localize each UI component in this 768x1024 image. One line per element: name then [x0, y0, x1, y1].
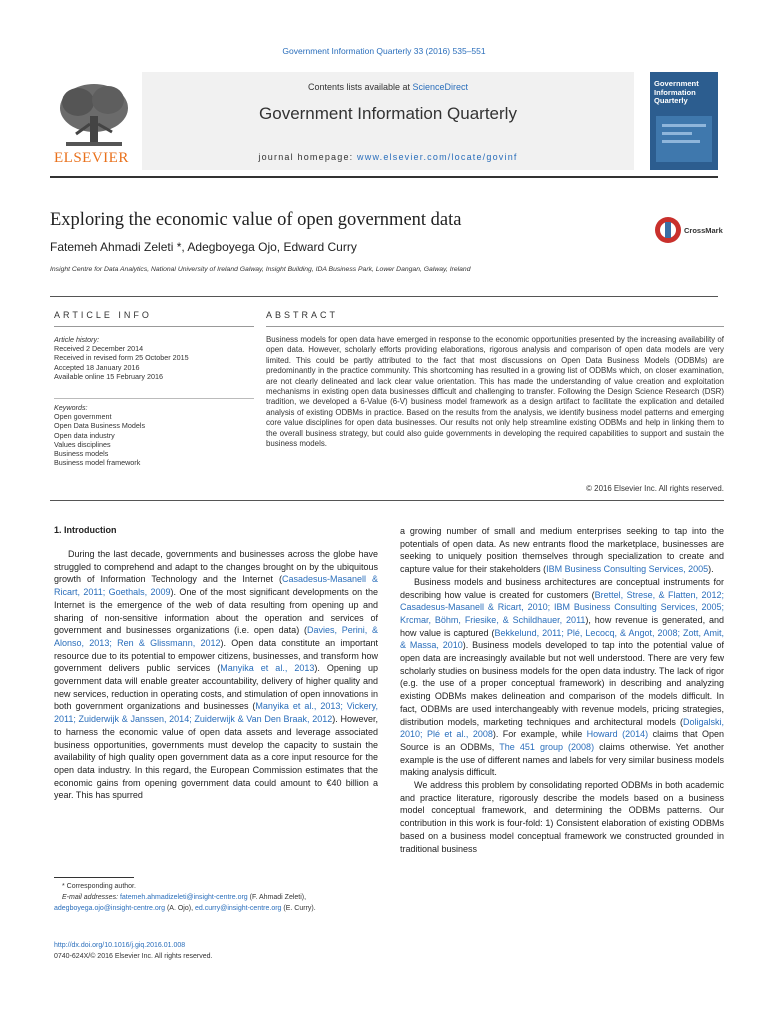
history-item: Available online 15 February 2016 — [54, 371, 163, 381]
email-owner: (F. Ahmadi Zeleti), — [247, 894, 307, 901]
text-run: ). However, to harness the economic value of open data assets and leverage associated business opportunities, governments must develop the capacity to sustain the availability of high quality open government data as a core input resource for the open data industry. In this regard, the European Commission estimates that the economic gains from opening government data could amount to €40 billion a year. This has spurred — [54, 714, 378, 801]
doi-link[interactable]: http://dx.doi.org/10.1016/j.giq.2016.01.008 — [54, 942, 186, 949]
citation-link[interactable]: Manyika et al., 2013; Vickery, 2011; Zuiderwijk & Janssen, 2014; Zuiderwijk & Van Den Braak, 2012 — [54, 701, 378, 725]
journal-citation[interactable]: Government Information Quarterly 33 (2016) 535–551 — [282, 46, 486, 56]
crossmark-icon — [654, 216, 682, 244]
article-history — [54, 335, 254, 381]
keyword-item: Open data industry — [54, 430, 115, 440]
email-addresses-cont — [54, 903, 384, 914]
article-info-heading: ARTICLE INFO — [54, 310, 152, 320]
abstract-text: Business models for open data have emerged in response to the economic opportunities presented by the increasing availability of open data. However, scholarly efforts providing elaborations, rigorous analysis and comparison of open data models are very limited. This could be partly attributed to the fact that most discussions on Open Data Business Models (ODBMs) are predominantly in the practice community. This shortcoming has resulted in a growing list of ODBMs which, on closer examination, are not clearly delineated and lack clear value orientation. This has made the understanding of value creation and exploitation mechanisms in existing open data businesses difficult and challenging to transfer. Following the Design Science Research (DSR) tradition, we developed a 6-Value (6-V) business model framework as a design artifact to facilitate the explication and detailed analysis of existing ODBMs in practice. Based on the results from the analysis, we identify business model patterns and emerging core value disciplines for open data businesses. Our results not only help streamline existing ODBMs and help in linking them to the overall business strategy, but could also guide governments in developing the required capabilities to support and sustain the business models. — [266, 335, 724, 449]
cover-graphic-icon — [656, 116, 712, 162]
paragraph — [400, 576, 724, 779]
paragraph — [400, 525, 724, 576]
journal-name: Government Information Quarterly — [259, 104, 517, 123]
citation-link[interactable]: Manyika et al., 2013 — [220, 663, 315, 674]
text-run: ). Open data constitute an important resource due to its potential to empower citizens, businesses, and transform how government delivers public services ( — [54, 637, 378, 674]
text-run: ). For example, while — [492, 729, 587, 740]
text-run: We address this problem by consolidating reported ODBMs in both academic and practice literature, rigorously describe the models based on a business model conceptual framework, and determining the ODBMs patterns. Our contribution in this work is four-fold: 1) Consistent elaboration of existing ODBMs based on a business model conceptual framework we constructed grounded in traditional business — [400, 780, 724, 854]
citation-link[interactable]: Brettel, Strese, & Flatten, 2012; Casadesus-Masanell & Ricart, 2010; IBM Business Consulting Services, 2005; Krcmar, Böhm, Friesike, & Schildhauer, 2011 — [400, 589, 724, 625]
text-run: ). Business models developed to tap into the potential value of open data are increasingly available but not well understood. There are very few scholarly studies on business models for the open data industry. The lack of rigor (e.g. the use of a proper conceptual framework) in describing and analyzing existing ODBMs makes delineation and comparison of the models difficult. In fact, ODBMs are used interchangeably with revenue models, pricing strategies, distribution models, marketing techniques and architectural models ( — [400, 640, 724, 727]
sciencedirect-link[interactable]: ScienceDirect — [412, 82, 469, 92]
footnote-rule — [54, 877, 134, 878]
email-owner: (A. Ojo), — [165, 905, 195, 912]
doi-block — [54, 940, 212, 962]
history-item: Accepted 18 January 2016 — [54, 362, 140, 372]
keywords-label: Keywords: — [54, 403, 88, 412]
footnote — [54, 881, 384, 914]
citation-link[interactable]: Howard (2014) — [586, 729, 649, 740]
abstract-rule — [266, 326, 724, 327]
citation-link[interactable]: Doligalski, 2010; Plé et al., 2008 — [400, 716, 724, 740]
authors: Fatemeh Ahmadi Zeleti *, Adegboyega Ojo, Edward Curry — [50, 240, 357, 254]
keyword-item: Business model framework — [54, 458, 141, 468]
keywords — [54, 403, 254, 467]
history-rule — [54, 398, 254, 399]
body-column-right — [400, 525, 724, 855]
homepage-link[interactable]: www.elsevier.com/locate/govinf — [357, 152, 518, 162]
email-link[interactable]: ed.curry@insight-centre.org — [194, 905, 282, 912]
corresponding-author: * Corresponding author. — [62, 883, 136, 890]
citation-link[interactable]: Bekkelund, 2011; Plé, Lecocq, & Angot, 2008; Zott, Amit, & Massa, 2010 — [400, 627, 724, 651]
email-owner: (E. Curry). — [281, 905, 316, 912]
text-run: Business models and business architectures are conceptual instruments for describing how value is created for customers ( — [400, 576, 724, 600]
citation-link[interactable]: The 451 group (2008) — [499, 741, 595, 752]
crossmark-label: CrossMark — [684, 226, 723, 235]
issn-copyright: 0740-624X/© 2016 Elsevier Inc. All rights reserved. — [54, 953, 213, 960]
text-run: a growing number of small and medium enterprises seeking to tap into the potentials of open data. As new entrants flood the marketplace, businesses are seeking to uniquely position themselves through specialization to create and capture value for their stakeholders ( — [400, 526, 724, 575]
text-run: ). Opening up government data will enable greater accountability, delivery of higher quality and new services, reduction in operating costs, and stimulation of open innovations in both government organizations and businesses ( — [54, 663, 378, 712]
homepage-line — [142, 152, 634, 162]
history-item: Received 2 December 2014 — [54, 344, 144, 354]
keyword-item: Open government — [54, 412, 112, 422]
section-heading-introduction: 1. Introduction — [54, 525, 117, 535]
article-title: Exploring the economic value of open government data — [50, 210, 462, 230]
abstract-bottom-rule — [50, 500, 724, 501]
homepage-prefix: journal homepage: — [258, 152, 358, 162]
header-rule — [50, 176, 718, 178]
email-label: E-mail addresses: — [62, 894, 120, 901]
affiliation: Insight Centre for Data Analytics, National University of Ireland Galway, Insight Building, IDA Business Park, Lower Dangan, Galway, Ireland — [50, 266, 471, 273]
crossmark-badge[interactable] — [654, 216, 724, 244]
keyword-item: Values disciplines — [54, 439, 111, 449]
journal-cover-image[interactable] — [650, 72, 718, 170]
history-item: Received in revised form 25 October 2015 — [54, 353, 189, 363]
body-column-left — [54, 548, 378, 802]
cover-title: Government Information Quarterly — [654, 79, 699, 105]
title-rule — [50, 296, 718, 297]
text-run: During the last decade, governments and businesses across the globe have struggled to comprehend and adapt to the changes brought on by the ubiquitous growth of Information Technology and the Internet ( — [54, 549, 378, 585]
keyword-item: Business models — [54, 449, 109, 459]
paragraph — [54, 548, 378, 802]
text-run: ), how revenue is generated, and how value is captured ( — [400, 614, 724, 638]
keyword-item: Open Data Business Models — [54, 421, 146, 431]
text-run: ). One of the most significant developments on the Internet is the emergence of the web of data resulting from opening up and sharing of non-sensitive information about the operation and services of government and businesses organizations (i.e. open data) ( — [54, 587, 378, 636]
contents-line — [142, 82, 634, 92]
text-run: claims otherwise. Yet another example is the use of different names and labels for very similar business models making analysis difficult. — [400, 741, 725, 778]
article-info-rule — [54, 326, 254, 327]
elsevier-wordmark: ELSEVIER — [54, 150, 129, 166]
citation-link[interactable]: IBM Business Consulting Services, 2005 — [546, 564, 709, 575]
contents-prefix: Contents lists available at — [307, 82, 413, 92]
email-link[interactable]: fatemeh.ahmadizeleti@insight-centre.org — [119, 894, 248, 901]
citation-link[interactable]: Davies, Perini, & Alonso, 2013; Ren & Glissmann, 2012 — [54, 625, 378, 648]
abstract-heading: ABSTRACT — [266, 310, 339, 320]
paragraph — [400, 779, 724, 855]
history-label: Article history: — [54, 335, 100, 344]
text-run: ). — [708, 564, 714, 575]
text-run: claims that Open Source is an ODBMs, — [400, 729, 725, 752]
email-addresses — [54, 892, 384, 903]
abstract-copyright: © 2016 Elsevier Inc. All rights reserved. — [586, 484, 724, 493]
email-link[interactable]: adegboyega.ojo@insight-centre.org — [54, 905, 166, 912]
citation-link[interactable]: Casadesus-Masanell & Ricart, 2011; Goethals, 2009 — [54, 574, 378, 598]
